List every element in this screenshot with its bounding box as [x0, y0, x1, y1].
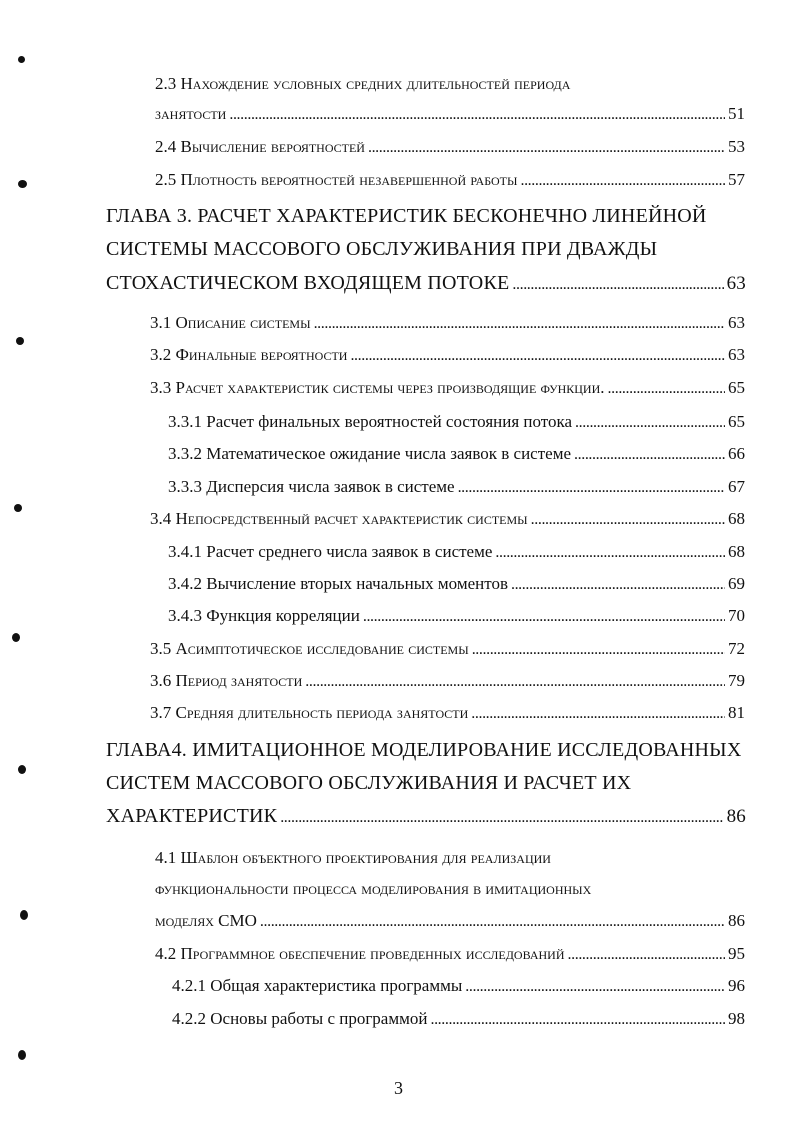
toc-page-number: 98 [728, 1009, 745, 1028]
toc-entry-title: 4.2.1 Общая характеристика программы [172, 976, 463, 995]
dot-leader [520, 170, 725, 190]
scan-mark [16, 337, 24, 345]
scan-mark [20, 910, 28, 920]
dot-leader [350, 345, 725, 365]
toc-entry-title: 3.3.1 Расчет финальных вероятностей состояния потока [168, 412, 573, 431]
dot-leader [568, 944, 725, 964]
scan-mark [18, 56, 25, 63]
toc-entry-3-5[interactable] [150, 639, 745, 659]
toc-chapter-4[interactable] [106, 805, 746, 828]
toc-entry-title: 3.3 Расчет характеристик системы через производящие функции. [150, 378, 605, 397]
toc-entry-4-2[interactable] [155, 944, 745, 964]
toc-entry-4-1-line2[interactable] [155, 879, 745, 899]
toc-entry-2-5[interactable] [155, 170, 745, 190]
toc-entry-3-7[interactable] [150, 703, 745, 723]
toc-chapter-3[interactable] [106, 272, 746, 295]
toc-entry-3-1[interactable] [150, 313, 745, 333]
toc-chapter-4-line2[interactable] [106, 772, 746, 795]
toc-entry-title: 2.4 Вычисление вероятностей [155, 137, 365, 156]
toc-entry-4-1-line1[interactable] [155, 848, 745, 868]
toc-chapter-title: СИСТЕМ МАССОВОГО ОБСЛУЖИВАНИЯ И РАСЧЕТ ИХ [106, 772, 632, 794]
toc-entry-title: 3.2 Финальные вероятности [150, 345, 348, 364]
toc-entry-3-3[interactable] [150, 378, 745, 398]
toc-entry-title: 3.4.2 Вычисление вторых начальных моментов [168, 574, 508, 593]
scan-mark [18, 180, 27, 188]
toc-entry-title: занятости [155, 104, 227, 123]
toc-page-number: 68 [728, 509, 745, 528]
toc-entry-3-4-1[interactable] [168, 542, 745, 562]
dot-leader [512, 272, 723, 295]
dot-leader [574, 444, 725, 464]
toc-chapter-title: СИСТЕМЫ МАССОВОГО ОБСЛУЖИВАНИЯ ПРИ ДВАЖДЫ [106, 238, 658, 260]
toc-page-number: 63 [726, 273, 746, 294]
toc-page-number: 70 [728, 606, 745, 625]
toc-entry-title: 3.3.2 Математическое ожидание числа заявок в системе [168, 444, 572, 463]
dot-leader [314, 313, 725, 333]
toc-page-number: 57 [728, 170, 745, 189]
toc-page-number: 66 [728, 444, 745, 463]
dot-leader [305, 671, 725, 691]
dot-leader [471, 703, 725, 723]
toc-entry-3-2[interactable] [150, 345, 745, 365]
toc-entry-2-4[interactable] [155, 137, 745, 157]
dot-leader [608, 378, 725, 398]
scan-mark [12, 633, 20, 642]
toc-entry-3-3-1[interactable] [168, 412, 745, 432]
toc-chapter-3-line2[interactable] [106, 238, 746, 261]
toc-chapter-title: ГЛАВА 3. РАСЧЕТ ХАРАКТЕРИСТИК БЕСКОНЕЧНО ЛИНЕЙНОЙ [106, 205, 707, 227]
toc-entry-2-3-line1[interactable] [155, 74, 745, 94]
toc-entry-4-2-2[interactable] [172, 1009, 745, 1029]
toc-entry-2-3[interactable] [155, 104, 745, 124]
toc-page-number: 63 [728, 313, 745, 332]
toc-chapter-title: ХАРАКТЕРИСТИК [106, 805, 278, 827]
toc-page-number: 69 [728, 574, 745, 593]
toc-entry-title: функциональности процесса моделирования в имитационных [155, 879, 592, 898]
dot-leader [458, 477, 725, 497]
toc-page-number: 86 [726, 806, 746, 827]
toc-page-number: 95 [728, 944, 745, 963]
dot-leader [280, 805, 723, 828]
dot-leader [465, 976, 725, 996]
toc-entry-3-6[interactable] [150, 671, 745, 691]
toc-entry-title: моделях СМО [155, 911, 257, 930]
toc-page-number: 86 [728, 911, 745, 930]
dot-leader [531, 509, 725, 529]
toc-entry-title: 2.5 Плотность вероятностей незавершенной работы [155, 170, 518, 189]
toc-entry-3-4-2[interactable] [168, 574, 745, 594]
toc-entry-4-2-1[interactable] [172, 976, 745, 996]
dot-leader [472, 639, 725, 659]
toc-page-number: 53 [728, 137, 745, 156]
toc-entry-title: 4.2.2 Основы работы с программой [172, 1009, 428, 1028]
toc-page-number: 96 [728, 976, 745, 995]
toc-chapter-3-line1[interactable] [106, 205, 746, 228]
dot-leader [575, 412, 725, 432]
toc-page-number: 65 [728, 378, 745, 397]
toc-entry-3-4-3[interactable] [168, 606, 745, 626]
scan-mark [18, 1050, 26, 1060]
toc-entry-title: 4.2 Программное обеспечение проведенных исследований [155, 944, 565, 963]
page-number: 3 [394, 1078, 403, 1098]
toc-page-number: 68 [728, 542, 745, 561]
toc-page-number: 67 [728, 477, 745, 496]
toc-entry-title: 3.1 Описание системы [150, 313, 311, 332]
scan-mark [14, 504, 22, 512]
toc-page-number: 63 [728, 345, 745, 364]
toc-entry-title: 2.3 Нахождение условных средних длительностей периода [155, 74, 571, 93]
toc-entry-title: 3.4.1 Расчет среднего числа заявок в системе [168, 542, 493, 561]
toc-entry-title: 3.3.3 Дисперсия числа заявок в системе [168, 477, 455, 496]
toc-entry-title: 3.7 Средняя длительность периода занятости [150, 703, 469, 722]
toc-entry-3-3-2[interactable] [168, 444, 745, 464]
dot-leader [260, 911, 725, 931]
toc-page-number: 51 [728, 104, 745, 123]
toc-chapter-4-line1[interactable] [106, 739, 746, 762]
scan-mark [18, 765, 26, 774]
dot-leader [368, 137, 725, 157]
toc-page-number: 79 [728, 671, 745, 690]
dot-leader [229, 104, 725, 124]
dot-leader [363, 606, 725, 626]
toc-entry-3-4[interactable] [150, 509, 745, 529]
toc-entry-title: 3.4.3 Функция корреляции [168, 606, 360, 625]
toc-entry-title: 4.1 Шаблон объектного проектирования для реализации [155, 848, 551, 867]
toc-chapter-title: ГЛАВА4. ИМИТАЦИОННОЕ МОДЕЛИРОВАНИЕ ИССЛЕДОВАННЫХ [106, 739, 742, 761]
toc-chapter-title: СТОХАСТИЧЕСКОМ ВХОДЯЩЕМ ПОТОКЕ [106, 272, 510, 294]
dot-leader [430, 1009, 725, 1029]
dot-leader [495, 542, 725, 562]
toc-page-number: 65 [728, 412, 745, 431]
toc-entry-title: 3.4 Непосредственный расчет характеристик системы [150, 509, 528, 528]
toc-page-number: 81 [728, 703, 745, 722]
dot-leader [511, 574, 725, 594]
toc-page-number: 72 [728, 639, 745, 658]
toc-entry-title: 3.6 Период занятости [150, 671, 303, 690]
toc-entry-4-1[interactable] [155, 911, 745, 931]
toc-entry-title: 3.5 Асимптотическое исследование системы [150, 639, 469, 658]
toc-entry-3-3-3[interactable] [168, 477, 745, 497]
